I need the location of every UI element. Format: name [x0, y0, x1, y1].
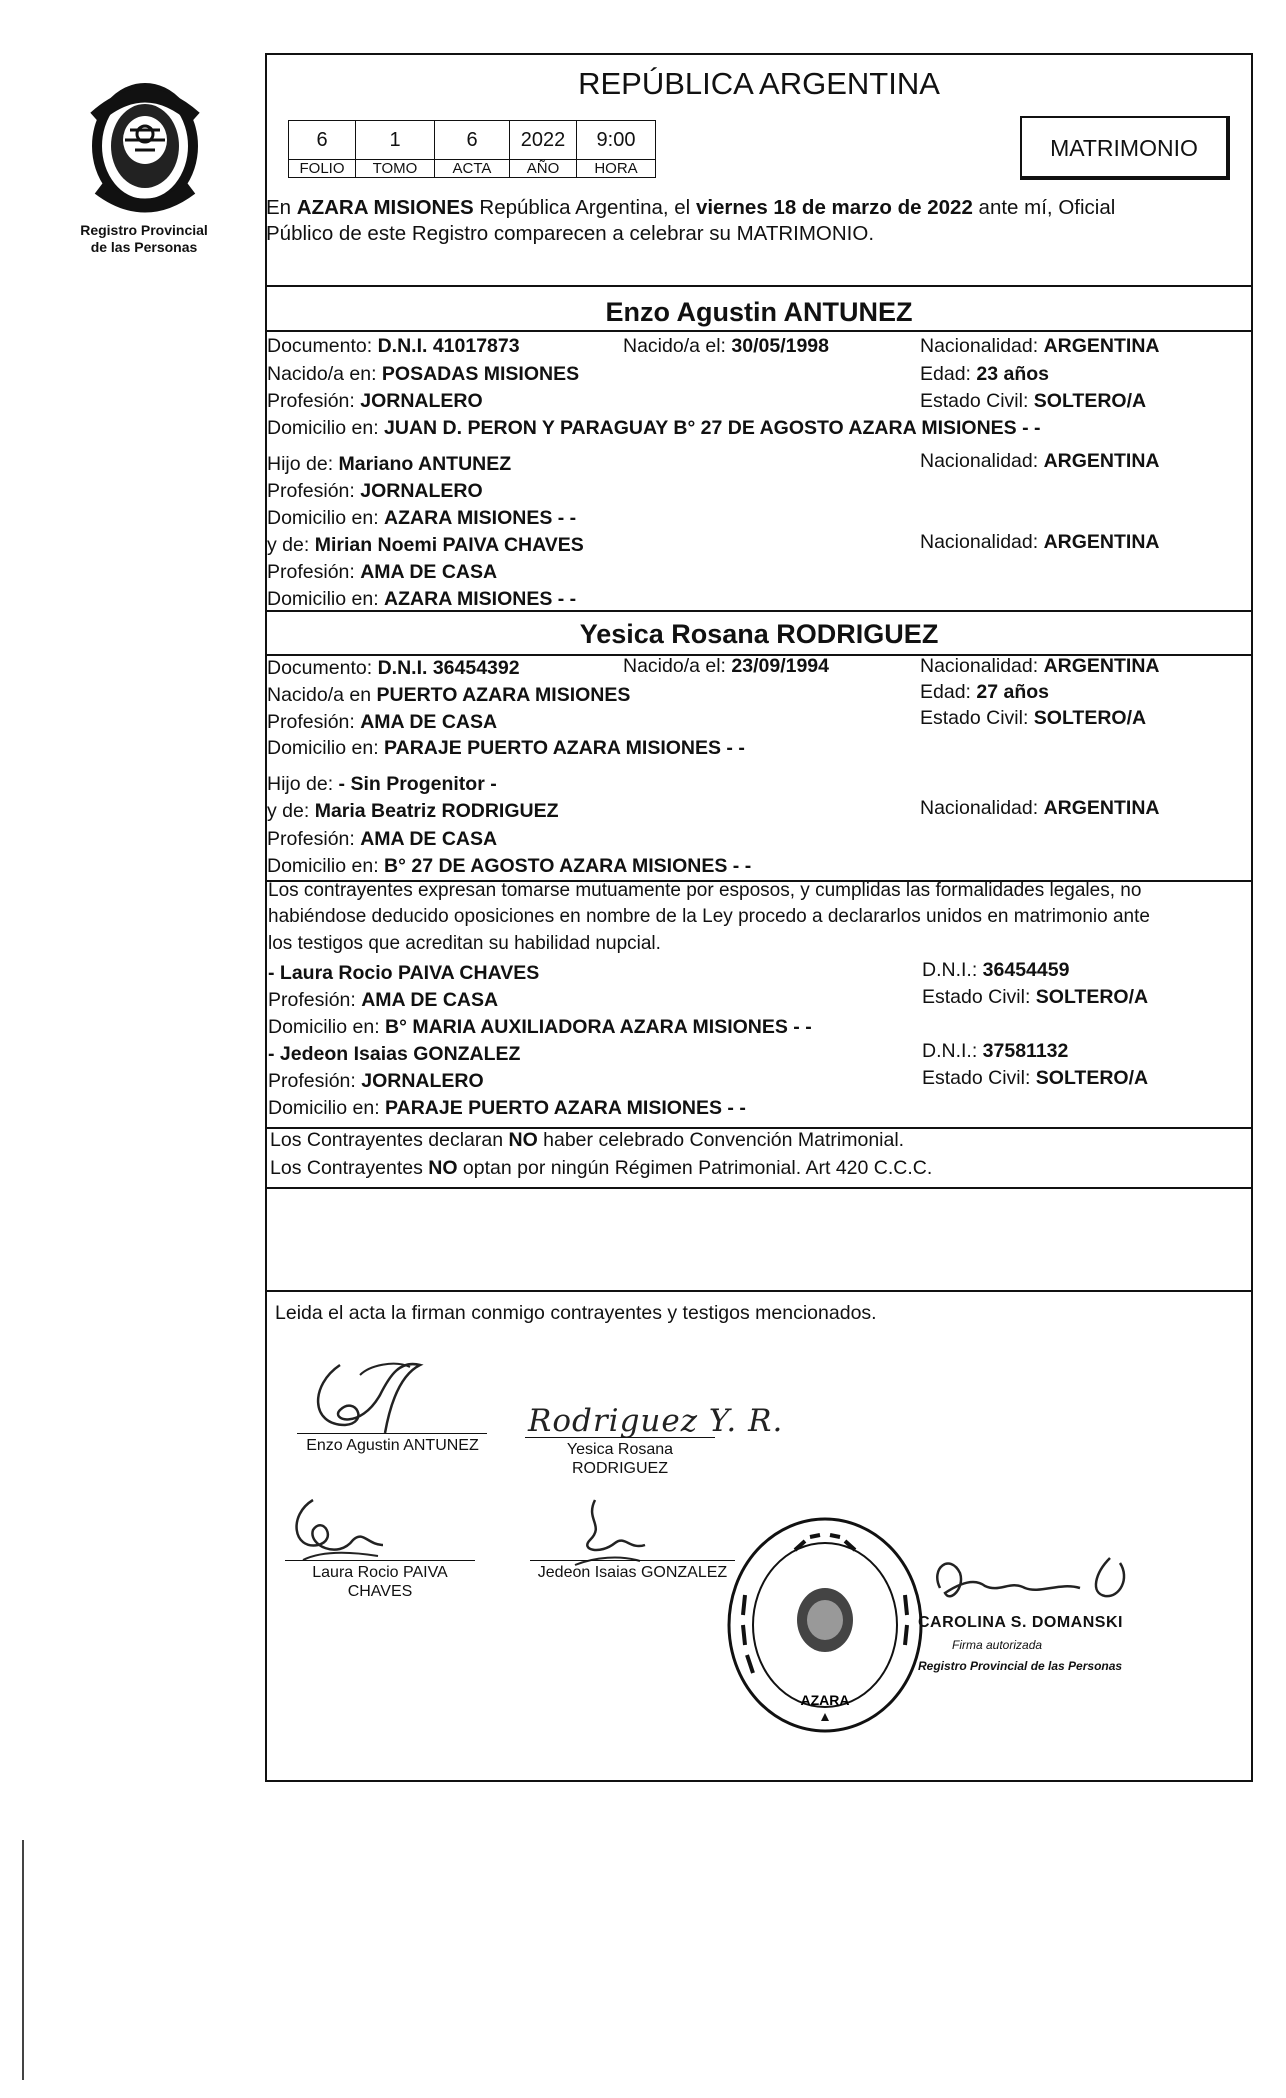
document-type: MATRIMONIO	[1050, 135, 1198, 161]
document-title: REPÚBLICA ARGENTINA	[578, 66, 940, 101]
scan-mark	[22, 1840, 24, 2080]
signature-label-yesica-2: RODRIGUEZ	[572, 1460, 668, 1477]
spouse1-mother-address: Domicilio en: AZARA MISIONES - -	[267, 588, 577, 610]
spouse2-civil-status: Estado Civil: SOLTERO/A	[920, 707, 1147, 729]
province-seal-logo	[85, 78, 205, 213]
spouse2-mother-nationality: Nacionalidad: ARGENTINA	[920, 797, 1160, 819]
spouse2-mother-profession: Profesión: AMA DE CASA	[267, 828, 498, 850]
acta-label: ACTA	[434, 159, 510, 178]
witness1-name: - Laura Rocio PAIVA CHAVES	[268, 962, 540, 984]
spouse2-document: Documento: D.N.I. 36454392	[267, 657, 520, 679]
intro-place: AZARA MISIONES	[296, 196, 474, 219]
witness2-address: Domicilio en: PARAJE PUERTO AZARA MISIONES - -	[268, 1097, 746, 1119]
signature-label-jedeon: Jedeon Isaias GONZALEZ	[537, 1564, 728, 1581]
divider	[265, 1290, 1253, 1292]
document-type-box	[1020, 116, 1230, 180]
official-registry: Registro Provincial de las Personas	[918, 1659, 1123, 1673]
spouse2-profession: Profesión: AMA DE CASA	[267, 711, 498, 733]
spouse1-birthdate: Nacido/a el: 30/05/1998	[623, 335, 830, 357]
anio-label: AÑO	[509, 159, 577, 178]
spouse1-age: Edad: 23 años	[920, 363, 1050, 385]
spouse1-mother-nationality: Nacionalidad: ARGENTINA	[920, 531, 1160, 553]
signature-label-yesica-1: Yesica Rosana	[566, 1441, 674, 1458]
stamp-bottom-text: AZARA	[800, 1692, 850, 1708]
spouse2-mother-address: Domicilio en: B° 27 DE AGOSTO AZARA MISIONES - -	[267, 855, 752, 877]
spouse1-birthplace: Nacido/a en: POSADAS MISIONES	[267, 363, 580, 385]
tomo-label: TOMO	[355, 159, 435, 178]
spouse1-father-address: Domicilio en: AZARA MISIONES - -	[267, 507, 577, 529]
spouse2-birthdate: Nacido/a el: 23/09/1994	[623, 655, 830, 677]
spouse1-address: Domicilio en: JUAN D. PERON Y PARAGUAY B° 27 DE AGOSTO AZARA MISIONES - -	[267, 417, 1041, 439]
spouse1-father: Hijo de: Mariano ANTUNEZ	[267, 453, 512, 475]
declaration-line-2: habiéndose deducido oposiciones en nombre de la Ley procedo a declararlos unidos en matrimonio ante	[268, 906, 1150, 927]
official-title: Firma autorizada	[952, 1638, 1043, 1652]
regime-line-2: Los Contrayentes NO optan por ningún Régimen Patrimonial. Art 420 C.C.C.	[270, 1157, 933, 1179]
signature-label-laura-2: CHAVES	[347, 1583, 413, 1600]
spouse2-nationality: Nacionalidad: ARGENTINA	[920, 655, 1160, 677]
signature-label-laura-1: Laura Rocio PAIVA	[312, 1564, 448, 1581]
spouse2-name: Yesica Rosana RODRIGUEZ	[579, 619, 939, 649]
spouse1-nationality: Nacionalidad: ARGENTINA	[920, 335, 1160, 357]
official-signature	[920, 1548, 1160, 1618]
folio-value: 6	[288, 120, 356, 160]
witness1-address: Domicilio en: B° MARIA AUXILIADORA AZARA MISIONES - -	[268, 1016, 812, 1038]
spouse1-mother: y de: Mirian Noemi PAIVA CHAVES	[267, 534, 584, 556]
witness2-civil-status: Estado Civil: SOLTERO/A	[922, 1067, 1149, 1089]
hora-label: HORA	[576, 159, 656, 178]
divider	[265, 330, 1253, 332]
spouse1-father-nationality: Nacionalidad: ARGENTINA	[920, 450, 1160, 472]
spouse1-father-profession: Profesión: JORNALERO	[267, 480, 483, 502]
handwritten-signature-yesica: Rodriguez Y. R.	[528, 1403, 784, 1439]
spouse2-father: Hijo de: - Sin Progenitor -	[267, 773, 497, 795]
folio-label: FOLIO	[288, 159, 356, 178]
spouse2-mother: y de: Maria Beatriz RODRIGUEZ	[267, 800, 559, 822]
divider	[265, 1187, 1253, 1189]
witness2-name: - Jedeon Isaias GONZALEZ	[268, 1043, 521, 1065]
intro-text: ante mí, Oficial	[972, 196, 1116, 219]
logo-caption-2: de las Personas	[90, 239, 198, 255]
signature-laura	[283, 1490, 393, 1570]
witness1-civil-status: Estado Civil: SOLTERO/A	[922, 986, 1149, 1008]
divider	[265, 285, 1253, 287]
spouse1-mother-profession: Profesión: AMA DE CASA	[267, 561, 498, 583]
intro-text: República Argentina, el	[473, 196, 696, 219]
intro-line-2: Público de este Registro comparecen a celebrar su MATRIMONIO.	[266, 222, 875, 245]
declaration-line-3: los testigos que acreditan su habilidad nupcial.	[268, 933, 661, 954]
witness2-dni: D.N.I.: 37581132	[922, 1040, 1069, 1062]
closing-text: Leida el acta la firman conmigo contrayentes y testigos mencionados.	[275, 1302, 877, 1324]
intro-date: viernes 18 de marzo de 2022	[695, 196, 973, 219]
signature-enzo	[300, 1355, 430, 1435]
hora-value: 9:00	[576, 120, 656, 160]
signature-line	[285, 1560, 475, 1561]
signature-line	[297, 1433, 487, 1434]
witness1-profession: Profesión: AMA DE CASA	[268, 989, 499, 1011]
logo-caption-1: Registro Provincial	[80, 222, 208, 238]
signature-line	[530, 1560, 735, 1561]
signature-line	[525, 1437, 715, 1438]
signature-label-enzo: Enzo Agustin ANTUNEZ	[306, 1437, 479, 1454]
regime-line-1: Los Contrayentes declaran NO haber celebrado Convención Matrimonial.	[270, 1129, 905, 1151]
anio-value: 2022	[509, 120, 577, 160]
spouse2-birthplace: Nacido/a en PUERTO AZARA MISIONES	[267, 684, 631, 706]
spouse1-civil-status: Estado Civil: SOLTERO/A	[920, 390, 1147, 412]
witness2-profession: Profesión: JORNALERO	[268, 1070, 484, 1092]
declaration-line-1: Los contrayentes expresan tomarse mutuamente por esposos, y cumplidas las formalidades legales, no	[268, 880, 1142, 901]
acta-value: 6	[434, 120, 510, 160]
spouse1-document: Documento: D.N.I. 41017873	[267, 335, 520, 357]
intro-line-1	[266, 198, 1115, 219]
spouse1-profession: Profesión: JORNALERO	[267, 390, 483, 412]
witness1-dni: D.N.I.: 36454459	[922, 959, 1070, 981]
spouse1-name: Enzo Agustin ANTUNEZ	[605, 297, 913, 327]
divider	[265, 610, 1253, 612]
spouse2-age: Edad: 27 años	[920, 681, 1050, 703]
intro-text: En	[266, 196, 297, 219]
official-name: CAROLINA S. DOMANSKI	[918, 1614, 1123, 1631]
delegation-stamp	[725, 1515, 925, 1735]
tomo-value: 1	[355, 120, 435, 160]
spouse2-address: Domicilio en: PARAJE PUERTO AZARA MISIONES - -	[267, 737, 745, 759]
